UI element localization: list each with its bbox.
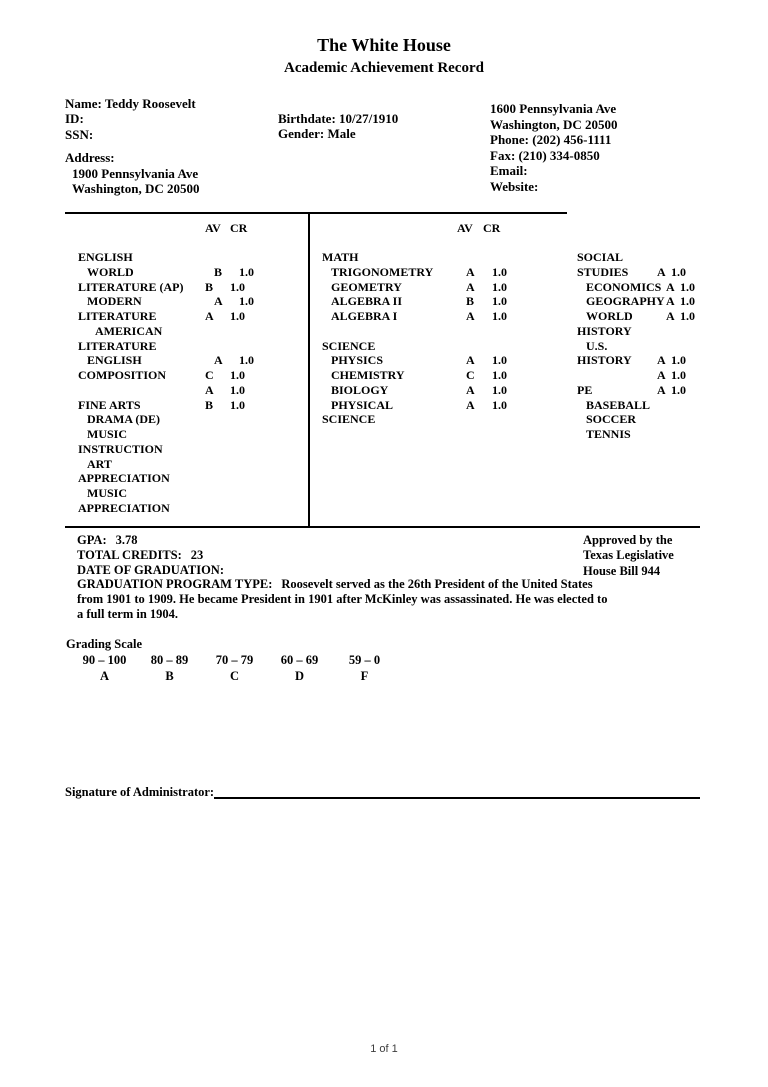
course-label: INSTRUCTION [78,441,163,456]
av-column-header: AV [205,220,221,235]
course-label: PHYSICS [331,353,384,368]
course-row [577,339,707,354]
course-label [78,221,205,236]
grade-cell: B [205,279,214,294]
course-row [577,368,707,383]
course-label: SCIENCE [322,412,376,427]
course-row [577,265,707,280]
grade-cell [205,442,230,457]
grade-cell: A [666,294,675,309]
grade-cell [457,412,483,427]
page-number: 1 of 1 [370,1043,398,1055]
student-birthdate: Birthdate: 10/27/1910 [278,111,399,126]
program-type-text: Roosevelt served as the 26th President of the United States from 1901 to 1909. He became President in 1901 after McKinley was assassinated. He was elected to a full term in 1904. [77,577,608,621]
grade-cell [205,501,230,516]
credit-cell: 1.0 [492,279,507,294]
gpa-value: 3.78 [115,533,138,547]
credit-cell [680,339,707,354]
graduation-date-row [77,563,609,578]
course-row [322,398,517,413]
credit-cell: 1.0 [680,294,695,309]
school-address-line1: 1600 Pennsylvania Ave [490,101,617,116]
course-row [577,309,707,324]
course-row [322,339,517,354]
school-address-line2: Washington, DC 20500 [490,116,618,132]
course-row [78,250,310,265]
course-row [78,486,310,501]
course-row [78,368,310,383]
grade-cell [666,398,680,413]
credit-cell: 1.0 [671,353,686,368]
grade-cell [205,235,230,250]
course-label [322,324,457,339]
course-label: ENGLISH [78,250,133,264]
credit-cell [239,457,310,472]
credit-cell [230,501,310,516]
course-label: ECONOMICS [586,279,662,294]
course-label: ALGEBRA I [331,309,398,323]
credit-cell: 1.0 [230,368,245,382]
grade-cell [205,471,230,486]
credit-cell: 1.0 [230,382,245,397]
course-label [78,383,205,398]
credit-cell [247,324,310,339]
credit-cell: 1.0 [492,382,507,397]
grade-letter: D [294,669,305,683]
student-ssn: SSN: [65,126,94,142]
course-row [322,353,517,368]
course-row [322,309,517,324]
course-label: HISTORY [577,353,632,368]
grade-cell [457,324,483,339]
course-label: CHEMISTRY [331,368,405,382]
credit-cell [483,250,517,265]
course-row [577,383,707,398]
course-label: PE [577,382,593,397]
credit-cell: 1.0 [492,294,507,309]
student-demographics-block [278,111,398,142]
grade-cell [214,412,239,427]
credit-cell [239,427,310,442]
grade-cell: B [205,397,214,412]
course-label: SOCCER [586,412,637,427]
credit-cell: 1.0 [492,368,507,382]
course-label: GEOGRAPHY [586,294,665,309]
grade-cell [457,250,483,265]
grade-cell [657,324,671,339]
grade-cell: A [205,309,214,323]
credit-cell: 1.0 [239,294,254,309]
grade-cell: A [466,264,475,279]
cr-column-header: CR [230,220,248,235]
program-type-label: GRADUATION PROGRAM TYPE: [77,577,273,592]
av-column-header: AV [457,220,473,235]
credit-cell: 1.0 [671,264,686,279]
school-website: Website: [490,178,539,194]
total-credits-label: TOTAL CREDITS: [77,547,182,562]
credit-cell: 1.0 [239,353,254,368]
course-label [322,221,457,236]
course-row [322,294,517,309]
grade-cell: C [205,368,214,382]
course-label: LITERATURE [78,338,157,353]
student-address-line1: 1900 Pennsylvania Ave [72,165,199,181]
course-row [78,383,310,398]
course-label: BIOLOGY [331,382,389,397]
grade-letter: B [165,669,174,683]
grade-range: 70 – 79 [215,653,254,667]
course-label: WORLD [87,264,134,279]
course-label: ENGLISH [87,353,142,368]
credit-cell [230,235,310,250]
credit-cell: 1.0 [230,279,245,294]
grading-scale-table [72,653,397,685]
school-phone: Phone: (202) 456-1111 [490,132,612,148]
grade-range: 60 – 69 [280,653,319,667]
grading-scale-col [137,653,202,685]
grade-cell: A [657,368,666,382]
grade-range: 59 – 0 [348,653,381,667]
credit-cell: 1.0 [671,382,686,397]
grade-cell: A [214,294,223,309]
grade-cell: A [466,279,475,294]
course-label: MUSIC [87,486,128,500]
signature-label: Signature of Administrator: [65,785,215,799]
credit-cell: 1.0 [239,264,254,279]
course-label: BASEBALL [586,397,651,412]
course-label: MUSIC [87,427,128,441]
course-row [322,280,517,295]
summary-block [77,533,609,622]
credit-cell: 1.0 [492,353,507,368]
course-label: APPRECIATION [78,471,170,486]
course-label: COMPOSITION [78,368,167,382]
total-credits-row [77,548,609,563]
course-label: ALGEBRA II [331,294,403,309]
grade-cell: B [466,294,475,309]
credit-cell [230,471,310,486]
student-name: Name: Teddy Roosevelt [65,96,196,111]
course-label: MATH [322,250,359,264]
course-row [577,412,707,427]
grade-cell: C [466,368,475,382]
credit-cell [680,398,707,413]
course-row [78,353,310,368]
credit-cell [230,250,310,265]
credit-cell [483,324,517,339]
grading-scale-col [202,653,267,685]
grading-scale-col [72,653,137,685]
grade-cell [214,427,239,442]
course-row [322,265,517,280]
course-row [577,398,707,413]
course-label: WORLD [586,309,633,323]
credit-cell [239,412,310,427]
gpa-label: GPA: [77,533,107,547]
grade-cell: A [466,353,475,368]
grade-cell: B [214,264,223,279]
grade-cell [205,250,230,265]
graduation-date-label: DATE OF GRADUATION: [77,562,224,577]
credit-cell [483,235,517,250]
grade-cell: A [666,279,675,294]
course-row [78,412,310,427]
course-row [322,324,517,339]
student-address-line2: Washington, DC 20500 [72,181,200,197]
course-label: LITERATURE [78,309,157,323]
credit-cell: 1.0 [680,279,695,294]
credit-cell: 1.0 [230,397,245,412]
course-row [78,398,310,413]
course-label: PHYSICAL [331,397,394,412]
course-row [577,353,707,368]
grade-cell [457,339,483,354]
course-row [78,339,310,354]
course-row [78,294,310,309]
course-label: APPRECIATION [78,500,170,515]
credit-cell [483,412,517,427]
course-row [322,383,517,398]
grade-cell: A [205,382,214,397]
course-row [322,368,517,383]
grade-cell [666,412,680,427]
course-row [78,280,310,295]
course-label: SCIENCE [322,338,376,353]
course-label: AMERICAN [95,323,163,338]
grade-cell: A [657,382,666,397]
student-address-label: Address: [65,150,115,166]
course-label: LITERATURE (AP) [78,279,184,294]
grade-letter: F [360,669,369,683]
program-type-paragraph [77,577,609,621]
approval-line-1: Approved by the [583,533,673,547]
course-row [78,324,310,339]
student-info-block [65,96,200,196]
course-label: FINE ARTS [78,397,141,412]
course-row [78,501,310,516]
course-row [322,412,517,427]
grade-cell [666,427,680,442]
divider-middle [65,526,700,528]
credit-cell [671,324,707,339]
course-label: DRAMA (DE) [87,412,160,427]
course-row [577,294,707,309]
grade-range: 90 – 100 [82,653,127,667]
course-label [577,368,657,383]
credit-cell [239,486,310,501]
grading-scale-col [267,653,332,685]
course-row [577,280,707,295]
course-label: GEOMETRY [331,279,402,294]
grade-cell: A [657,353,666,368]
approval-block [583,533,674,579]
course-row [577,250,707,265]
cr-column-header: CR [483,220,501,235]
grade-cell [657,250,671,265]
student-id: ID: [65,111,84,127]
credit-cell: 1.0 [492,309,507,323]
column-header-row [322,221,517,236]
course-row [322,250,517,265]
credit-cell [680,412,707,427]
grade-letter: C [229,669,240,683]
signature-line [214,785,700,799]
transcript-column-social-pe [577,250,707,442]
grade-cell [205,339,230,354]
gpa-row [77,533,609,548]
grade-range: 80 – 89 [150,653,189,667]
course-label: TRIGONOMETRY [331,264,434,279]
course-label [78,235,205,250]
total-credits-value: 23 [190,547,204,562]
page-subtitle: Academic Achievement Record [284,60,484,76]
transcript-column-english-finearts [78,221,310,516]
transcript-column-math-science [322,221,517,428]
course-row [78,427,310,442]
grade-cell [457,235,483,250]
course-label: STUDIES [577,264,629,279]
grade-cell [222,324,247,339]
course-label [322,235,457,250]
approval-line-3: House Bill 944 [583,563,661,578]
grade-cell [666,339,680,354]
page-title: The White House [317,35,451,55]
credit-cell [680,427,707,442]
credit-cell: 1.0 [671,368,686,382]
course-label: ART [87,456,112,471]
grading-scale-title: Grading Scale [66,637,143,651]
course-label: SOCIAL [577,250,624,264]
school-email: Email: [490,163,528,179]
course-row [78,265,310,280]
course-label: HISTORY [577,323,632,338]
student-gender: Gender: Male [278,126,356,142]
grade-cell: A [214,353,223,368]
course-row [78,457,310,472]
grade-cell [214,486,239,501]
school-info-block [490,101,618,195]
grade-cell: A [466,309,475,323]
course-row [577,427,707,442]
grade-letter: A [99,669,110,683]
grade-cell: A [666,309,675,323]
course-row [78,235,310,250]
grading-scale-col [332,653,397,685]
grade-cell [214,457,239,472]
course-row [577,324,707,339]
grade-cell: A [466,397,475,412]
course-label: TENNIS [586,427,631,441]
signature-row [65,785,700,800]
course-row [78,471,310,486]
credit-cell: 1.0 [230,309,245,323]
column-header-row [78,221,310,236]
credit-cell: 1.0 [492,397,507,412]
credit-cell: 1.0 [492,264,507,279]
course-label: MODERN [87,294,142,309]
course-label: U.S. [586,338,608,353]
divider-top [65,212,567,214]
course-row [322,235,517,250]
credit-cell: 1.0 [680,309,695,323]
credit-cell [230,442,310,457]
credit-cell [671,250,707,265]
school-fax: Fax: (210) 334-0850 [490,147,600,163]
credit-cell [483,339,517,354]
grade-cell: A [657,264,666,279]
course-row [78,309,310,324]
approval-line-2: Texas Legislative [583,548,674,563]
credit-cell [230,339,310,354]
course-row [78,442,310,457]
grade-cell: A [466,382,475,397]
